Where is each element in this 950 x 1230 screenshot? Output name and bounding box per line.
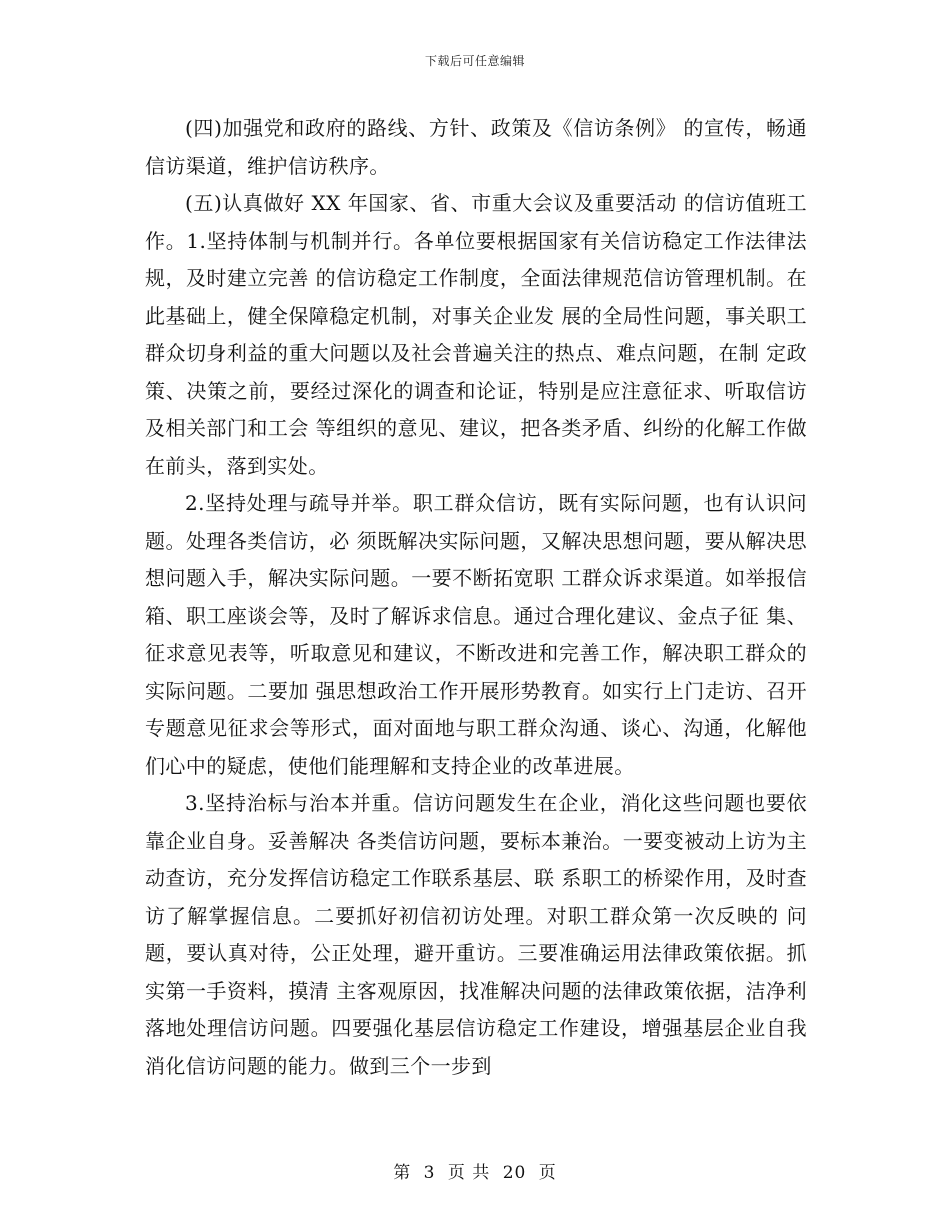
footer-prefix: 第 (393, 1163, 412, 1183)
paragraph-item-2: 2.坚持处理与疏导并举。职工群众信访，既有实际问题，也有认识问题。处理各类信访，必 须既解决实际问题，又解决思想问题，要从解决思想问题入手，解决实际问题。一要不断拓宽职 工群众诉求渠道。如举报信箱、职工座谈会等，及时了解诉求信息。通过合理化建议、金点子征 集、征求意见表等，听取意见和建议，不断改进和完善工作，解决职工群众的实际问题。二要加 强思想政治工作开展形势教育。如实行上门走访、召开专题意见征求会等形式，面对面地与职工群众沟通、谈心、沟通，化解他们心中的疑虑，使他们能理解和支持企业的改革进展。 (145, 491, 807, 778)
page-footer (0, 1158, 950, 1183)
footer-middle: 页 共 (447, 1163, 491, 1183)
total-pages-number: 20 (502, 1163, 527, 1183)
paragraph-section-4: (四)加强党和政府的路线、方针、政策及《信访条例》 的宣传，畅通信访渠道，维护信访秩序。 (145, 116, 807, 178)
current-page-number: 3 (423, 1163, 436, 1183)
page-header: 下载后可任意编辑 (424, 54, 525, 68)
paragraph-item-3: 3.坚持治标与治本并重。信访问题发生在企业，消化这些问题也要依靠企业自身。妥善解决 各类信访问题，要标本兼治。一要变被动上访为主动查访，充分发挥信访稳定工作联系基层、联 系职工的桥梁作用，及时查访了解掌握信息。二要抓好初信初访处理。对职工群众第一次反映的 问题，要认真对待，公正处理，避开重访。三要准确运用法律政策依据。抓实第一手资料，摸清 主客观原因，找准解决问题的法律政策依据，洁净利落地处理信访问题。四要强化基层信访稳定工作建设，增强基层企业自我消化信访问题的能力。做到三个一步到 (145, 791, 807, 1078)
document-body (145, 110, 807, 1085)
footer-suffix: 页 (538, 1163, 557, 1183)
paragraph-section-5: (五)认真做好 XX 年国家、省、市重大会议及重要活动 的信访值班工作。1.坚持体制与机制并行。各单位要根据国家有关信访稳定工作法律法规，及时建立完善 的信访稳定工作制度，全面法律规范信访管理机制。在此基础上，健全保障稳定机制，对事关企业发 展的全局性问题，事关职工群众切身利益的重大问题以及社会普遍关注的热点、难点问题，在制 定政策、决策之前，要经过深化的调查和论证，特别是应注意征求、听取信访及相关部门和工会 等组织的意见、建议，把各类矛盾、纠纷的化解工作做在前头，落到实处。 (145, 191, 807, 478)
